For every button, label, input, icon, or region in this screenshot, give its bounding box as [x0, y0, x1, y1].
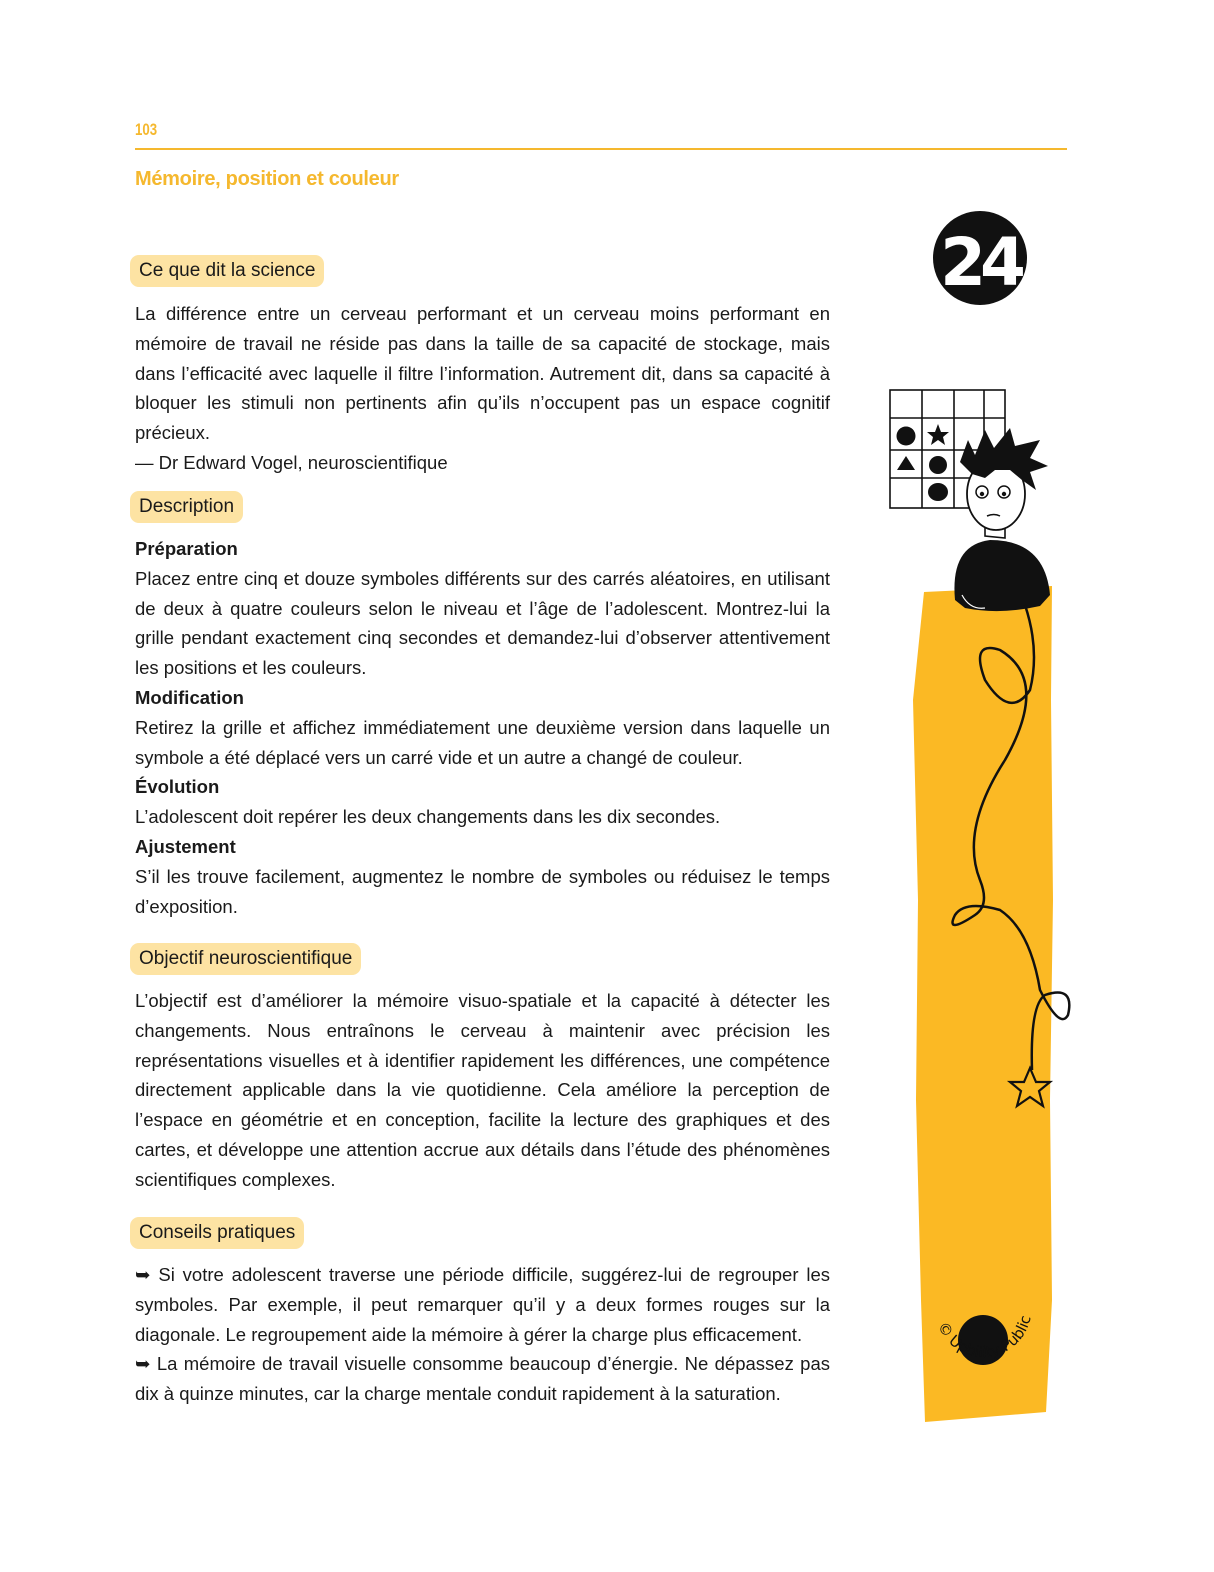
science-author: — Dr Edward Vogel, neuroscientifique — [135, 451, 448, 473]
section-label-description: Description — [130, 491, 243, 523]
section-label-objective: Objectif neuroscientifique — [130, 943, 361, 975]
circle-symbol-icon — [929, 456, 947, 474]
science-block — [135, 299, 830, 478]
description-text-evolution: L’adolescent doit repérer les deux changements dans les dix secondes. — [135, 806, 721, 828]
section-label-science: Ce que dit la science — [130, 255, 324, 287]
description-heading-preparation: Préparation — [135, 538, 238, 559]
description-text-modification: Retirez la grille et affichez immédiatement une deuxième version dans laquelle un symbole a été déplacé vers un carré vide et un autre a changé de couleur. — [135, 716, 830, 768]
copyright-text: © Upbility Public — [933, 1313, 1035, 1362]
description-heading-modification: Modification — [135, 686, 244, 708]
section-label-tips: Conseils pratiques — [130, 1217, 304, 1249]
star-symbol-icon — [927, 424, 949, 445]
objective-block — [135, 986, 830, 1195]
description-text-preparation: Placez entre cinq et douze symboles différents sur des carrés aléatoires, en utilisant de deux à quatre couleurs selon le niveau et l’âge de l’adolescent. Montrez-lui la grille pendant exactement cinq secondes et demandez-lui d’observer attentivement les positions et les couleurs. — [135, 567, 830, 679]
page-number: 103 — [135, 120, 158, 139]
activity-illustration — [870, 200, 1090, 1440]
circle-symbol-icon — [928, 483, 948, 501]
tip-item-1: ➥ Si votre adolescent traverse une période difficile, suggérez-lui de regrouper les symboles. Par exemple, il peut remarquer qu’il y a deux formes rouges sur la diagonale. Le regroupement aide la mémoire à gérer la charge plus efficacement. — [135, 1264, 830, 1345]
boy-icon — [954, 428, 1050, 611]
yellow-stripe — [913, 586, 1053, 1422]
header-rule — [135, 148, 1067, 150]
circle-symbol-icon — [897, 427, 916, 446]
science-quote: La différence entre un cerveau performant et un cerveau moins performant en mémoire de travail ne réside pas dans la taille de sa capacité de stockage, mais dans l’efficacité avec laquelle il filtre l’information. Autrement dit, dans sa capacité à bloquer les stimuli non pertinents afin qu’ils n’occupent pas un espace cognitif précieux. — [135, 303, 830, 444]
description-block — [135, 534, 830, 921]
page-title: Mémoire, position et couleur — [135, 168, 399, 190]
objective-text: L’objectif est d’améliorer la mémoire visuo-spatiale et la capacité à détecter les changements. Nous entraînons le cerveau à maintenir avec précision les représentations visuelles et à identifier rapidement les différences, une compétence directement applicable dans la vie quotidienne. Cela améliore la perception de l’espace en géométrie et en conception, facilite la lecture des graphiques et des cartes, et développe une attention accrue aux détails dans l’étude des phénomènes scientifiques complexes. — [135, 990, 830, 1190]
description-heading-evolution: Évolution — [135, 776, 220, 798]
description-heading-adjustment: Ajustement — [135, 835, 236, 857]
tip-item-2: ➥ La mémoire de travail visuelle consomme beaucoup d’énergie. Ne dépassez pas dix à quinze minutes, car la charge mentale conduit rapidement à la saturation. — [135, 1353, 830, 1405]
triangle-symbol-icon — [897, 456, 915, 470]
number-badge-text: 24 — [940, 224, 1020, 301]
tips-block — [135, 1260, 830, 1409]
description-text-adjustment: S’il les trouve facilement, augmentez le nombre de symboles ou réduisez le temps d’exposition. — [135, 865, 830, 917]
